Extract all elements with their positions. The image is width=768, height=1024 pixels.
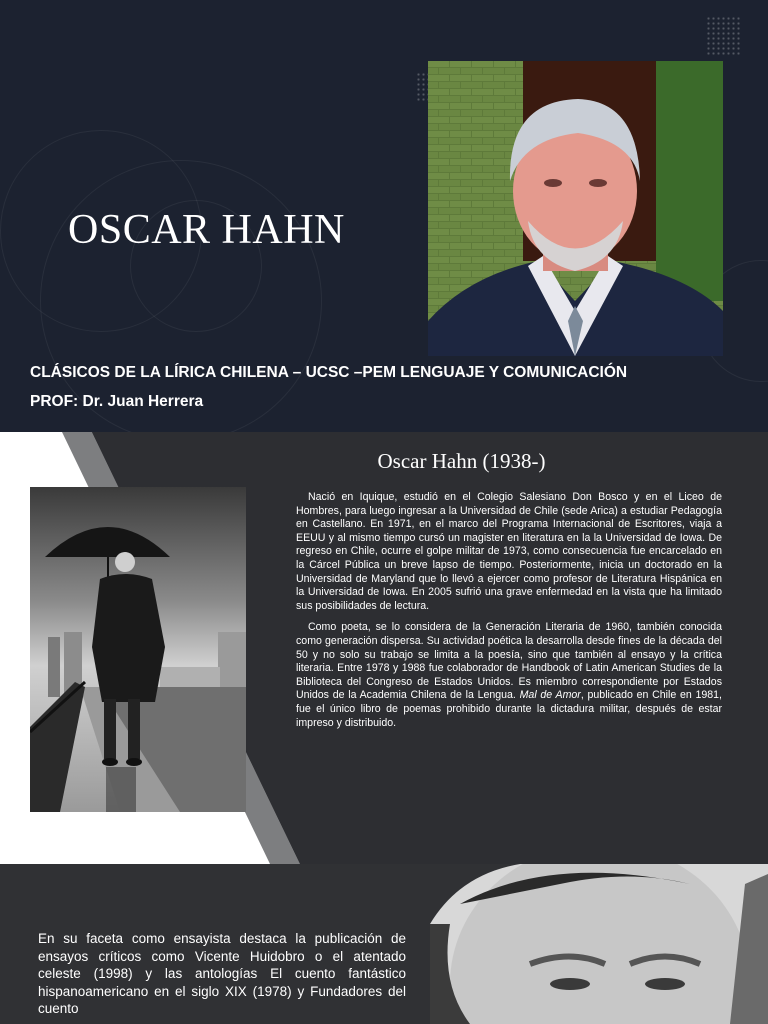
author-closeup-photo [430, 864, 768, 1024]
course-subtitle: CLÁSICOS DE LA LÍRICA CHILENA – UCSC –PEM LENGUAJE Y COMUNICACIÓN [30, 364, 628, 381]
biography-slide [0, 432, 768, 864]
book-title-mal-de-amor: Mal de Amor [519, 689, 581, 702]
decorative-dots [706, 16, 742, 56]
presentation-title: OSCAR HAHN [68, 207, 345, 253]
decorative-circle [40, 160, 322, 432]
paragraph-2-text-a: Como poeta, se lo considera de la Generación Literaria de 1960, también conocida como generación dispersa. Su actividad poética la desarrolla desde fines de la década del 50 y no solo su trabajo se limita a la poesía, sino que también al ensayo y la crítica literaria. Entre 1978 y 1988 fue colaborador de Handbook of Latin American Studies de la Biblioteca del Congreso de Estados Unidos. Es miembro correspondiente por Estados Unidos de la Academia Chilena de la Lengua. [296, 621, 722, 702]
biography-paragraph-2 [296, 621, 722, 730]
essay-text: En su faceta como ensayista destaca la publicación de ensayos críticos como Vicente Huidobro o el atentado celeste (1998) y las antologías El cuento fantástico hispanoamericano en el siglo XIX (1978) y Fundadores del cuento [38, 931, 406, 1016]
umbrella-photo [30, 487, 246, 812]
essay-slide [0, 864, 768, 1024]
biography-heading: Oscar Hahn (1938-) [377, 449, 546, 473]
author-portrait-photo [428, 61, 723, 356]
professor-name: PROF: Dr. Juan Herrera [30, 393, 204, 410]
biography-text [296, 491, 722, 738]
title-slide [0, 0, 768, 432]
biography-paragraph-1: Nació en Iquique, estudió en el Colegio Salesiano Don Bosco y en el Liceo de Hombres, para luego ingresar a la Universidad de Chile (sede Arica) a estudiar Pedagogía en Castellano. En 1971, en el marco del Programa Internacional de Escritores, viaja a EEUU y al mismo tiempo cursó un magister en literatura en la la Universidad de Iowa. De regreso en Chile, ocurre el golpe militar de 1973, como consecuencia fue encarcelado en la Cárcel Pública un breve lapso de tiempo. Posteriormente, inicia un doctorado en la Universidad de Maryland que lo llevó a ejercer como profesor de Literatura Hispánica en la Universidad de Iowa. En 2005 sufrió una grave enfermedad en la vista que ha limitado sus posibilidades de lectura. [296, 491, 722, 612]
paragraph-2-text-b: , publicado en Chile en 1981, fue el único libro de poemas prohibido durante la dictadura militar, después de estar impreso y distribuido. [296, 689, 722, 729]
